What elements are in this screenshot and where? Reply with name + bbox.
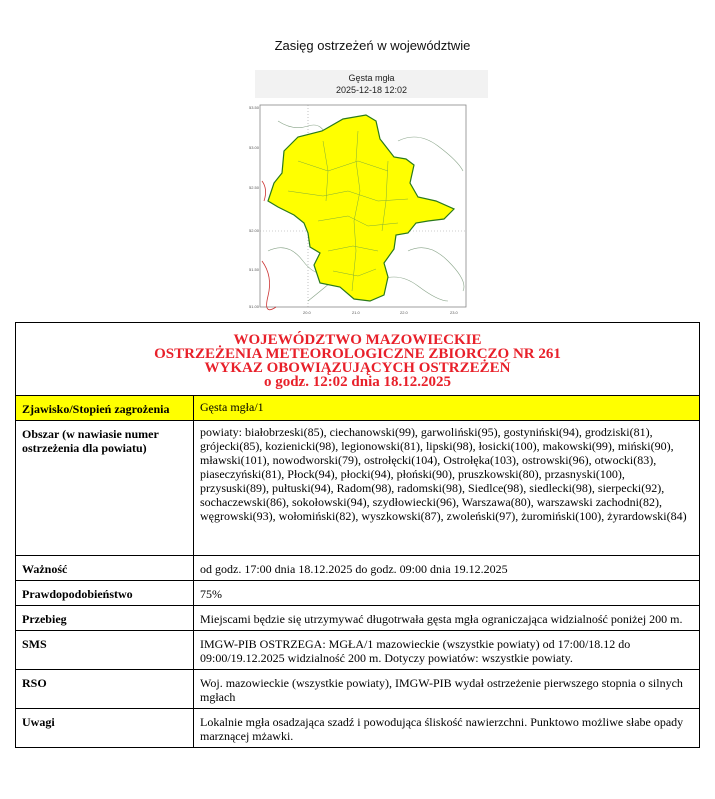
row-value: Gęsta mgła/1 [194, 396, 700, 421]
row-label: SMS [16, 631, 194, 670]
header-row [16, 323, 700, 396]
header-voivodeship: WOJEWÓDZTWO MAZOWIECKIE [233, 332, 482, 348]
table-row-probability [16, 581, 700, 606]
row-value: Lokalnie mgła osadzająca szadź i powodująca śliskość nawierzchni. Punktowo możliwe słabe opady marznącej mżawki. [194, 709, 700, 748]
table-row-validity [16, 556, 700, 581]
x-tick: 21.0 [352, 310, 360, 315]
row-value: Woj. mazowieckie (wszystkie powiaty), IMGW-PIB wydał ostrzeżenie pierwszego stopnia o silnych mgłach [194, 670, 700, 709]
header-issued: o godz. 12:02 dnia 18.12.2025 [263, 374, 452, 390]
row-label: Obszar (w nawiasie numer ostrzeżenia dla powiatu) [16, 421, 194, 556]
row-value: IMGW-PIB OSTRZEGA: MGŁA/1 mazowieckie (wszystkie powiaty) od 17:00/18.12 do 09:00/19.12.2025 widzialność 200 m. Dotyczy powiatów: wszystkie powiaty. [194, 631, 700, 670]
y-tick: 51.50 [249, 267, 260, 272]
row-value: 75% [194, 581, 700, 606]
row-value: powiaty: białobrzeski(85), ciechanowski(99), garwoliński(95), gostyniński(94), grodziski(81), grójecki(85), kozienicki(98), legionowski(81), lipski(98), łosicki(100), makowski(99), miński(90), mławski(101), nowodworski(79), ostrołęcki(104), Ostrołęka(103), ostrowski(96), otwocki(83), piaseczyński(81), Płock(94), płocki(94), płoński(90), pruszkowski(80), przasnyski(100), przysuski(89), pułtuski(94), Radom(98), radomski(98), Siedlce(98), siedlecki(98), sierpecki(92), sochaczewski(86), sokołowski(94), szydłowiecki(96), Warszawa(80), warszawski zachodni(82), węgrowski(93), wołomiński(82), wyszkowski(87), zwoleński(97), żuromiński(100), żyrardowski(84) [194, 421, 700, 556]
row-label: Zjawisko/Stopień zagrożenia [16, 396, 194, 421]
table-row-notes [16, 709, 700, 748]
x-tick: 23.0 [450, 310, 458, 315]
y-tick: 51.00 [249, 304, 260, 309]
map-header [255, 70, 488, 98]
map-phenomenon: Gęsta mgła [348, 73, 395, 83]
row-label: Ważność [16, 556, 194, 581]
row-label: Przebieg [16, 606, 194, 631]
y-tick: 52.50 [249, 185, 260, 190]
y-tick: 53.00 [249, 145, 260, 150]
row-label: RSO [16, 670, 194, 709]
warning-table [15, 322, 700, 748]
row-label: Uwagi [16, 709, 194, 748]
header-list: WYKAZ OBOWIĄZUJĄCYCH OSTRZEŻEŃ [204, 360, 511, 376]
y-tick: 52.00 [249, 228, 260, 233]
map-datetime: 2025-12-18 12:02 [335, 85, 408, 95]
warning-map [248, 101, 470, 317]
x-tick: 22.0 [400, 310, 408, 315]
row-value: od godz. 17:00 dnia 18.12.2025 do godz. 09:00 dnia 19.12.2025 [194, 556, 700, 581]
row-value: Miejscami będzie się utrzymywać długotrwała gęsta mgła ograniczająca widzialność poniżej 200 m. [194, 606, 700, 631]
table-row-phenomenon [16, 396, 700, 421]
table-row-rso [16, 670, 700, 709]
x-tick: 20.0 [303, 310, 311, 315]
y-tick: 53.50 [249, 105, 260, 110]
page-title: Zasięg ostrzeżeń w województwie [274, 38, 471, 53]
table-row-sms [16, 631, 700, 670]
row-label: Prawdopodobieństwo [16, 581, 194, 606]
header-bulletin: OSTRZEŻENIA METEOROLOGICZNE ZBIORCZO NR 261 [154, 346, 561, 362]
table-row-course [16, 606, 700, 631]
table-row-area [16, 421, 700, 556]
warning-header [16, 323, 700, 396]
